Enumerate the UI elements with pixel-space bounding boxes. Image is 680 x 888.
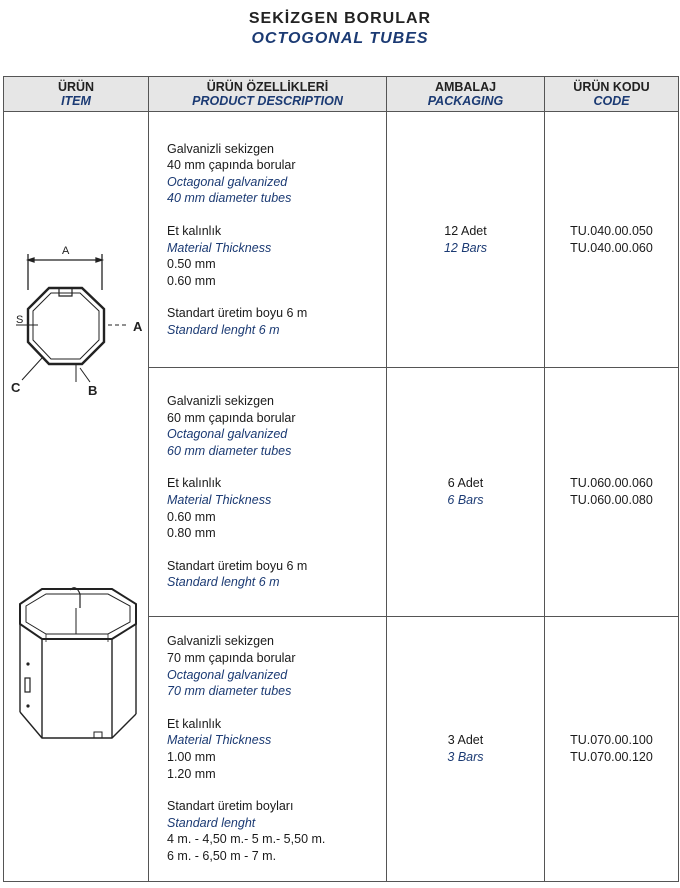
- packaging-cell: [387, 368, 545, 617]
- product-code-cell: [545, 112, 679, 368]
- packaging-tr: 3 Adet: [447, 733, 484, 748]
- product-code: TU.040.00.060: [570, 240, 653, 255]
- column-header-en: CODE: [593, 94, 630, 108]
- packaging-cell: [387, 112, 545, 368]
- product-code: TU.070.00.100: [570, 733, 653, 748]
- column-header-tr: ÜRÜN KODU: [573, 80, 650, 94]
- desc-thickness-value: 1.20 mm: [167, 766, 216, 781]
- packaging-en: 12 Bars: [443, 240, 488, 255]
- desc-diameter-en: 70 mm diameter tubes: [167, 684, 292, 699]
- packaging-cell: [387, 617, 545, 882]
- item-image-cell: [4, 112, 149, 882]
- packaging-tr: 12 Adet: [444, 223, 487, 238]
- column-header-en: PRODUCT DESCRIPTION: [192, 94, 343, 108]
- dimension-label-b: B: [88, 383, 98, 398]
- desc-length-list: 4 m. - 4,50 m.- 5 m.- 5,50 m.: [167, 832, 326, 847]
- dimension-label-s: S: [16, 314, 24, 326]
- desc-thickness-en: Material Thickness: [167, 240, 272, 255]
- product-code: TU.070.00.120: [570, 750, 653, 764]
- desc-length-en: Standard lenght: [167, 815, 256, 830]
- tube-drawings: [4, 112, 149, 884]
- desc-thickness-tr: Et kalınlık: [167, 223, 222, 238]
- desc-thickness-value: 0.80 mm: [167, 526, 216, 541]
- desc-length-tr: Standart üretim boyu 6 m: [167, 306, 308, 321]
- desc-thickness-en: Material Thickness: [167, 493, 272, 507]
- title-english: OCTOGONAL TUBES: [251, 30, 429, 47]
- desc-name-en: Octagonal galvanized: [167, 427, 288, 442]
- packaging-en: 3 Bars: [447, 750, 484, 764]
- desc-length-en: Standard lenght 6 m: [167, 575, 280, 590]
- column-header-tr: ÜRÜN: [57, 80, 95, 94]
- desc-length-tr: Standart üretim boyları: [167, 799, 294, 814]
- product-description: [149, 112, 387, 368]
- title-turkish: SEKİZGEN BORULAR: [248, 10, 432, 27]
- desc-diameter-tr: 60 mm çapında borular: [167, 410, 296, 425]
- desc-diameter-en: 60 mm diameter tubes: [167, 443, 292, 458]
- desc-thickness-en: Material Thickness: [167, 733, 272, 748]
- product-code: TU.040.00.050: [570, 223, 653, 238]
- column-header-tr: ÜRÜN ÖZELLİKLERİ: [206, 80, 329, 94]
- column-header-code: [545, 77, 679, 112]
- column-header-packaging: [387, 77, 545, 112]
- packaging-tr: 6 Adet: [447, 476, 484, 491]
- column-header-tr: AMBALAJ: [434, 80, 497, 94]
- desc-length-en: Standard lenght 6 m: [167, 322, 280, 337]
- column-header-en: PACKAGING: [427, 94, 504, 108]
- column-header-description: [149, 77, 387, 112]
- dimension-label-c: C: [11, 380, 21, 395]
- octagonal-tube-icon: [20, 588, 136, 738]
- octagon-cross-section-icon: [16, 254, 126, 382]
- product-code: TU.060.00.080: [570, 493, 653, 507]
- product-description: [149, 617, 387, 882]
- desc-thickness-tr: Et kalınlık: [167, 476, 222, 491]
- desc-diameter-tr: 70 mm çapında borular: [167, 651, 296, 666]
- desc-diameter-en: 40 mm diameter tubes: [167, 191, 292, 206]
- desc-thickness-value: 1.00 mm: [167, 750, 216, 764]
- desc-thickness-value: 0.60 mm: [167, 509, 216, 524]
- dimension-label-a-right: A: [133, 319, 143, 334]
- desc-name-en: Octagonal galvanized: [167, 174, 288, 189]
- product-code-cell: [545, 617, 679, 882]
- column-header-en: ITEM: [61, 94, 91, 108]
- product-table: [3, 76, 679, 882]
- product-code-cell: [545, 368, 679, 617]
- desc-thickness-value: 0.50 mm: [167, 257, 216, 272]
- desc-thickness-value: 0.60 mm: [167, 273, 216, 288]
- page-title: [0, 10, 680, 48]
- desc-name-en: Octagonal galvanized: [167, 667, 288, 682]
- desc-name-tr: Galvanizli sekizgen: [167, 634, 274, 649]
- dimension-label-a: A: [62, 245, 70, 257]
- column-header-item: [4, 77, 149, 112]
- desc-thickness-tr: Et kalınlık: [167, 716, 222, 731]
- desc-length-tr: Standart üretim boyu 6 m: [167, 558, 308, 573]
- packaging-en: 6 Bars: [447, 493, 484, 507]
- desc-length-list: 6 m. - 6,50 m - 7 m.: [167, 848, 277, 863]
- desc-diameter-tr: 40 mm çapında borular: [167, 158, 296, 173]
- desc-name-tr: Galvanizli sekizgen: [167, 394, 274, 409]
- product-code: TU.060.00.060: [570, 476, 653, 491]
- table-row: [4, 112, 679, 368]
- product-description: [149, 368, 387, 617]
- desc-name-tr: Galvanizli sekizgen: [167, 141, 274, 156]
- table-header-row: [4, 77, 679, 112]
